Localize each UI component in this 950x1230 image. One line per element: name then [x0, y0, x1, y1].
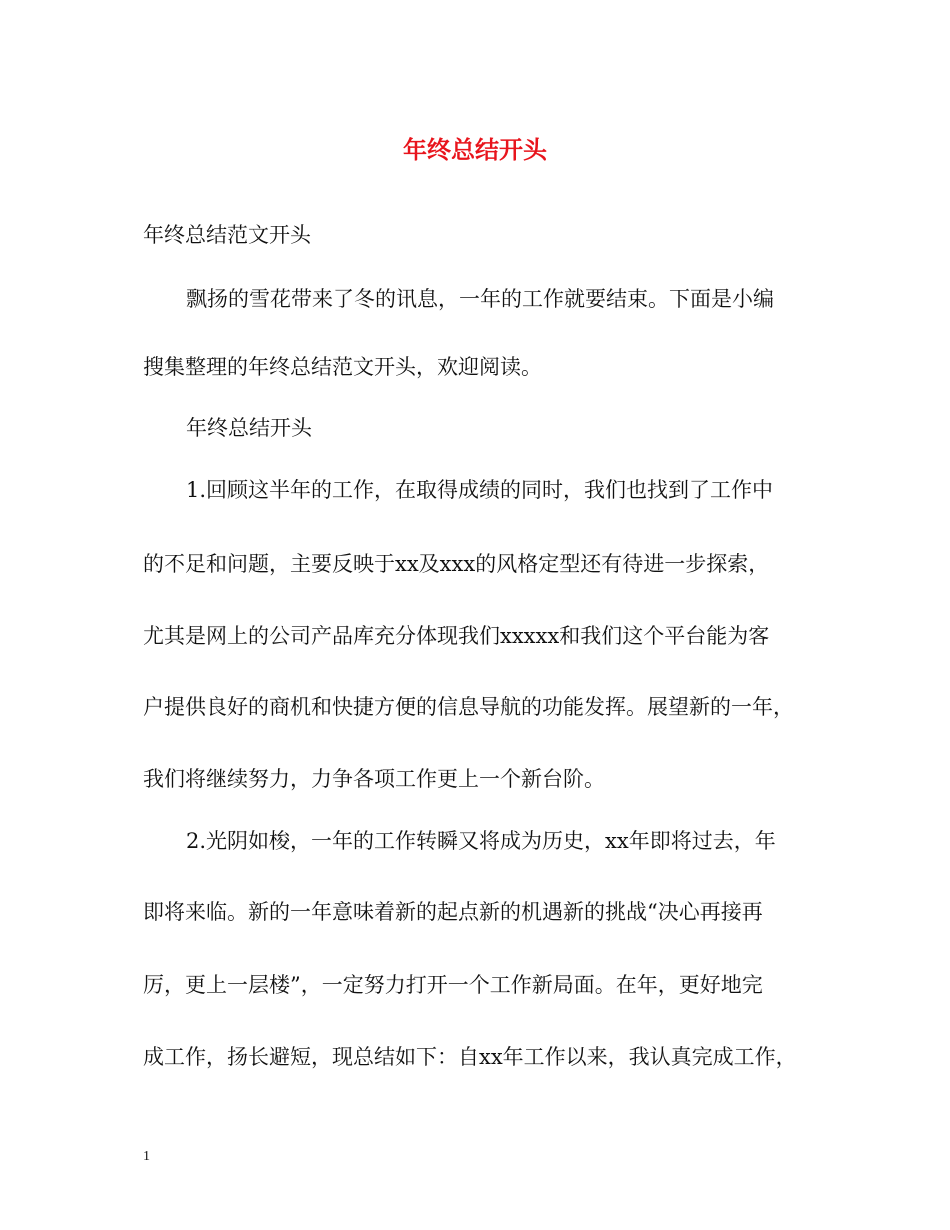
subheading-line: 年终总结范文开头 — [143, 223, 311, 247]
section-heading-line: 年终总结开头 — [186, 416, 312, 440]
paragraph-line: 户提供良好的商机和快捷方便的信息导航的功能发挥。展望新的一年， — [143, 695, 794, 719]
paragraph-line: 飘扬的雪花带来了冬的讯息，一年的工作就要结束。下面是小编 — [186, 287, 774, 311]
paragraph-line: 厉，更上一层楼”，一定努力打开一个工作新局面。在年，更好地完 — [143, 973, 763, 997]
paragraph-line: 的不足和问题，主要反映于xx及xxx的风格定型还有待进一步探索， — [143, 552, 770, 576]
page-number: 1 — [143, 1149, 150, 1164]
paragraph-line: 即将来临。新的一年意味着新的起点新的机遇新的挑战“决心再接再 — [143, 900, 763, 924]
paragraph-line: 搜集整理的年终总结范文开头，欢迎阅读。 — [143, 355, 542, 379]
paragraph-line: 成工作，扬长避短，现总结如下：自xx年工作以来，我认真完成工作， — [143, 1045, 797, 1069]
paragraph-line: 1.回顾这半年的工作，在取得成绩的同时，我们也找到了工作中 — [186, 478, 774, 502]
paragraph-line: 我们将继续努力，力争各项工作更上一个新台阶。 — [143, 767, 605, 791]
paragraph-line: 尤其是网上的公司产品库充分体现我们xxxxx和我们这个平台能为客 — [143, 624, 770, 648]
paragraph-line: 2.光阴如梭，一年的工作转瞬又将成为历史，xx年即将过去，年 — [186, 829, 776, 853]
document-title: 年终总结开头 — [403, 136, 547, 164]
